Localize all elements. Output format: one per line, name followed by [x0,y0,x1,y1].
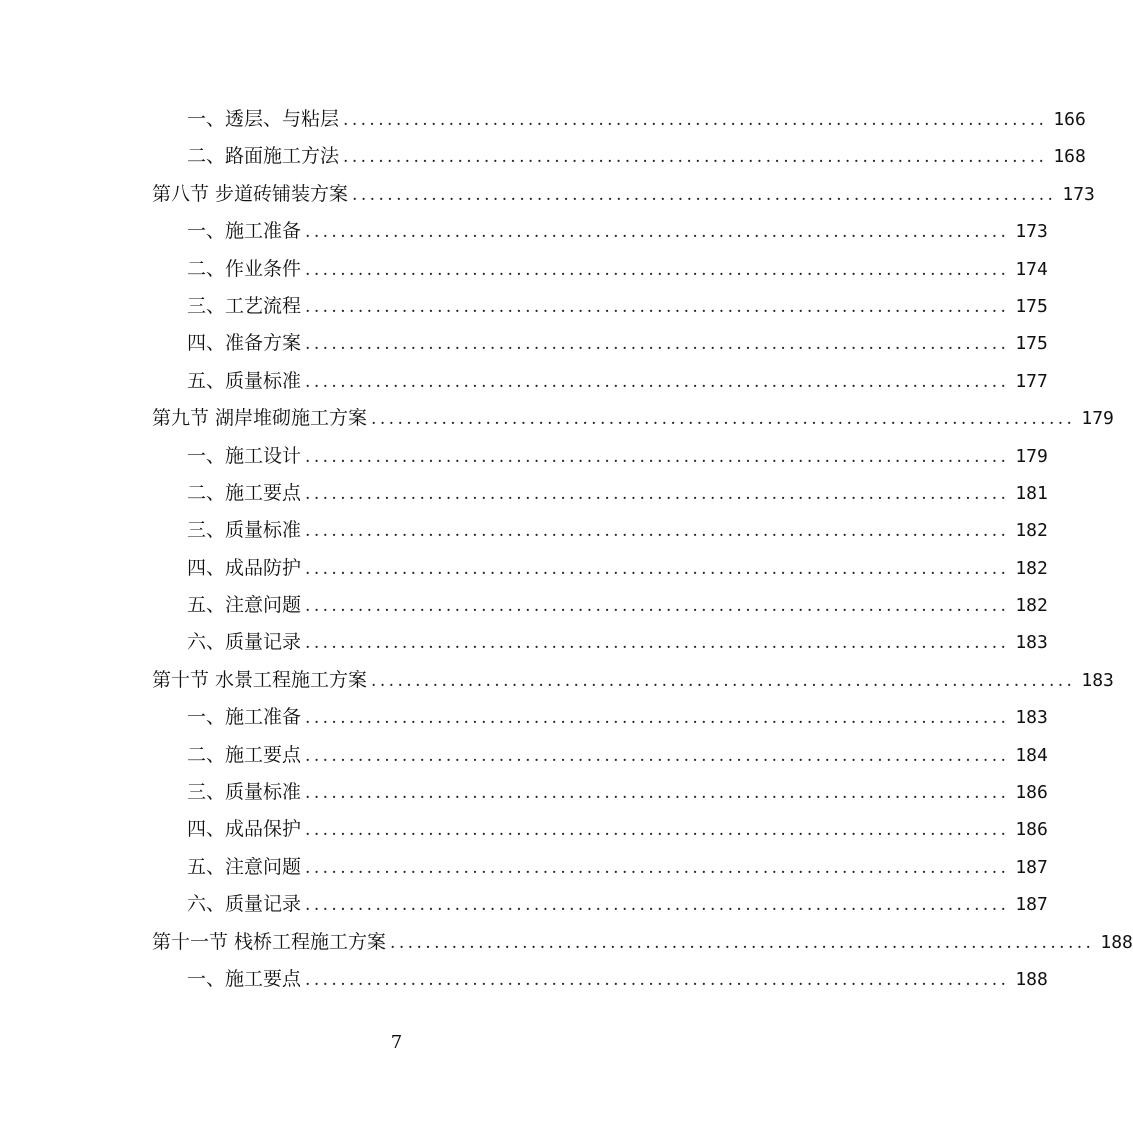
toc-entry-title: 二、路面施工方法 [187,145,340,168]
toc-section-entry[interactable] [152,176,1095,213]
toc-entry[interactable] [152,213,1048,250]
toc-entry[interactable] [152,475,1048,512]
toc-leader-dots: ................................................................................ [305,222,1010,243]
toc-leader-dots: ................................................................................ [305,820,1010,841]
toc-leader-dots: ................................................................................ [371,670,1076,691]
toc-entry[interactable] [152,288,1048,325]
toc-entry-page: 173 [1015,221,1048,243]
toc-leader-dots: ................................................................................ [305,259,1010,280]
toc-entry-title: 一、透层、与粘层 [187,108,340,130]
toc-entry-page: 184 [1015,744,1048,766]
toc-entry[interactable] [152,101,1086,138]
toc-entry-page: 187 [1015,856,1048,878]
toc-entry-page: 186 [1015,782,1048,804]
toc-entry-title: 一、施工准备 [187,220,302,243]
toc-entry-page: 173 [1062,183,1095,205]
toc-entry-page: 187 [1015,894,1048,916]
toc-entry[interactable] [152,774,1048,811]
toc-leader-dots: ................................................................................ [305,446,1010,467]
toc-entry-title: 六、质量记录 [187,631,302,654]
page-number: 7 [390,1032,403,1053]
toc-entry[interactable] [152,737,1048,774]
toc-entry-page: 175 [1015,295,1048,317]
toc-leader-dots: ................................................................................ [343,110,1048,130]
toc-entry-page: 182 [1015,595,1048,617]
toc-section-entry[interactable] [152,400,1114,437]
toc-leader-dots: ................................................................................ [352,184,1057,205]
toc-entry-page: 174 [1015,258,1048,280]
toc-entry-title: 一、施工要点 [187,967,302,990]
toc-entry-title: 五、注意问题 [187,855,302,878]
toc-entry[interactable] [152,849,1048,886]
toc-entry[interactable] [152,886,1048,923]
toc-entry-title: 一、施工准备 [187,706,302,729]
toc-entry[interactable] [152,438,1048,475]
toc-entry-page: 168 [1053,146,1086,168]
toc-entry[interactable] [152,138,1086,175]
toc-section-entry[interactable] [152,924,1133,961]
toc-entry-title: 五、质量标准 [187,369,302,392]
toc-entry-title: 四、成品保护 [187,818,302,841]
toc-entry[interactable] [152,811,1048,848]
toc-leader-dots: ................................................................................ [305,521,1010,542]
toc-entry-page: 186 [1015,819,1048,841]
toc-entry-title: 第八节 步道砖铺装方案 [152,182,349,205]
toc-entry-title: 三、工艺流程 [187,294,302,317]
toc-leader-dots: ................................................................................ [343,147,1048,168]
toc-entry[interactable] [152,587,1048,624]
toc-entry-title: 五、注意问题 [187,594,302,617]
toc-entry-page: 188 [1015,968,1048,990]
toc-entry[interactable] [152,699,1048,736]
toc-entry-title: 四、准备方案 [187,332,302,355]
toc-entry[interactable] [152,550,1048,587]
toc-entry-page: 188 [1100,931,1133,953]
toc-entry[interactable] [152,961,1048,998]
toc-leader-dots: ................................................................................ [305,334,1010,355]
toc-leader-dots: ................................................................................ [305,296,1010,317]
toc-entry-page: 182 [1015,557,1048,579]
toc-entry-title: 三、质量标准 [187,519,302,542]
toc-entry-page: 181 [1015,482,1048,504]
toc-leader-dots: ................................................................................ [305,371,1010,392]
toc-leader-dots: ................................................................................ [305,596,1010,617]
toc-leader-dots: ................................................................................ [305,895,1010,916]
toc-entry-page: 175 [1015,333,1048,355]
toc-entry-page: 179 [1015,445,1048,467]
table-of-contents [152,101,1133,998]
toc-section-entry[interactable] [152,662,1114,699]
toc-leader-dots: ................................................................................ [305,558,1010,579]
toc-entry-title: 二、作业条件 [187,257,302,280]
toc-leader-dots: ................................................................................ [305,969,1010,990]
toc-entry-page: 177 [1015,370,1048,392]
toc-entry-page: 182 [1015,520,1048,542]
toc-entry-page: 183 [1015,632,1048,654]
toc-entry-page: 179 [1081,408,1114,430]
toc-leader-dots: ................................................................................ [305,783,1010,804]
toc-leader-dots: ................................................................................ [305,745,1010,766]
toc-entry-title: 第十节 水景工程施工方案 [152,668,368,691]
toc-entry[interactable] [152,512,1048,549]
toc-entry[interactable] [152,325,1048,362]
toc-entry-title: 三、质量标准 [187,781,302,804]
toc-entry-title: 四、成品防护 [187,556,302,579]
toc-entry-title: 一、施工设计 [187,444,302,467]
toc-entry-title: 第十一节 栈桥工程施工方案 [152,930,387,953]
toc-entry[interactable] [152,251,1048,288]
toc-leader-dots: ................................................................................ [305,857,1010,878]
toc-entry[interactable] [152,624,1048,661]
toc-entry-page: 166 [1053,109,1086,130]
toc-leader-dots: ................................................................................ [305,708,1010,729]
toc-leader-dots: ................................................................................ [390,932,1095,953]
toc-entry-page: 183 [1081,669,1114,691]
toc-entry-title: 二、施工要点 [187,481,302,504]
toc-entry-title: 二、施工要点 [187,743,302,766]
toc-entry[interactable] [152,363,1048,400]
toc-entry-title: 第九节 湖岸堆砌施工方案 [152,407,368,430]
toc-entry-page: 183 [1015,707,1048,729]
toc-leader-dots: ................................................................................ [305,633,1010,654]
toc-entry-title: 六、质量记录 [187,893,302,916]
toc-leader-dots: ................................................................................ [371,409,1076,430]
toc-leader-dots: ................................................................................ [305,483,1010,504]
